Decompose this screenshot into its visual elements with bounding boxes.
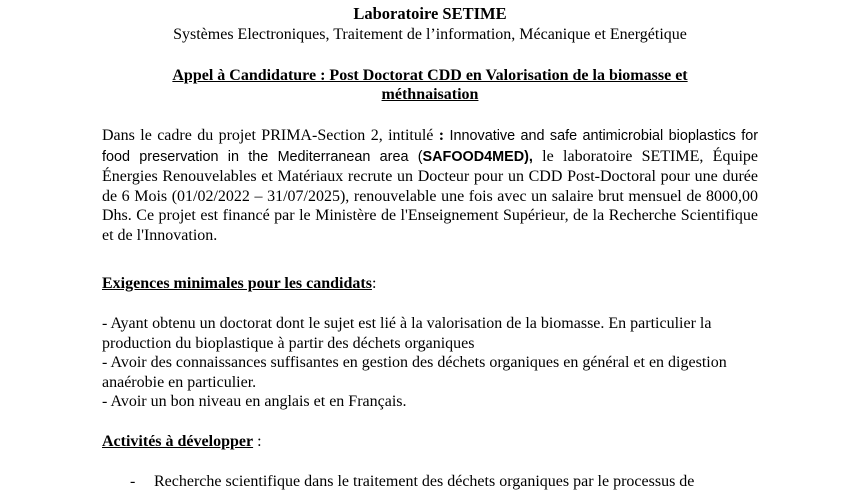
activity-item — [102, 472, 762, 492]
requirements-heading-text: Exigences minimales pour les candidats — [102, 275, 372, 292]
activities-heading-suffix: : — [253, 433, 262, 450]
activities-heading-text: Activités à développer — [102, 433, 254, 450]
requirement-item: - Ayant obtenu un doctorat dont le sujet est lié à la valorisation de la biomasse. En particulier la production du bioplastique à partir des déchets organiques — [102, 315, 712, 352]
activities-heading — [102, 432, 262, 452]
project-title: Innovative and safe antimicrobial bioplastics for food preservation in the Mediterranean area ( — [102, 128, 758, 165]
announcement-title — [100, 66, 760, 104]
requirements-heading-suffix: : — [371, 275, 377, 292]
activity-dash: - — [130, 473, 136, 490]
announcement-title-line1: Appel à Candidature : Post Doctorat CDD en Valorisation de la biomasse et — [172, 67, 688, 84]
requirements-list — [102, 314, 762, 412]
requirement-item: - Avoir des connaissances suffisantes en gestion des déchets organiques en général et en digestion anaérobie en particulier. — [102, 354, 727, 391]
announcement-title-line2: méthnaisation — [381, 86, 479, 103]
intro-part2: le laboratoire SETIME, Équipe Énergies Renouvelables et Matériaux recrute un Docteur pour un CDD Post-Doctoral pour une durée de 6 Mois (01/02/2022 – 31/07/2025), renouvelable une fois avec un salaire brut mensuel de 8000,00 Dhs. Ce projet est financé par le Ministère de l'Enseignement Supérieur, de la Recherche Scientifique et de l'Innovation. — [102, 147, 758, 244]
intro-paragraph — [102, 126, 758, 245]
intro-part1: Dans le cadre du projet PRIMA-Section 2, intitulé — [102, 127, 439, 144]
requirement-item: - Avoir un bon niveau en anglais et en Français. — [102, 393, 407, 410]
activity-text: Recherche scientifique dans le traitement des déchets organiques par le processus de — [154, 473, 695, 490]
lab-name: Laboratoire SETIME — [353, 4, 507, 23]
requirements-heading — [102, 274, 376, 294]
intro-colon: : — [438, 127, 445, 144]
activities-list — [102, 472, 762, 492]
project-acronym: SAFOOD4MED), — [422, 148, 533, 165]
lab-subtitle: Systèmes Electroniques, Traitement de l’information, Mécanique et Energétique — [173, 26, 687, 43]
